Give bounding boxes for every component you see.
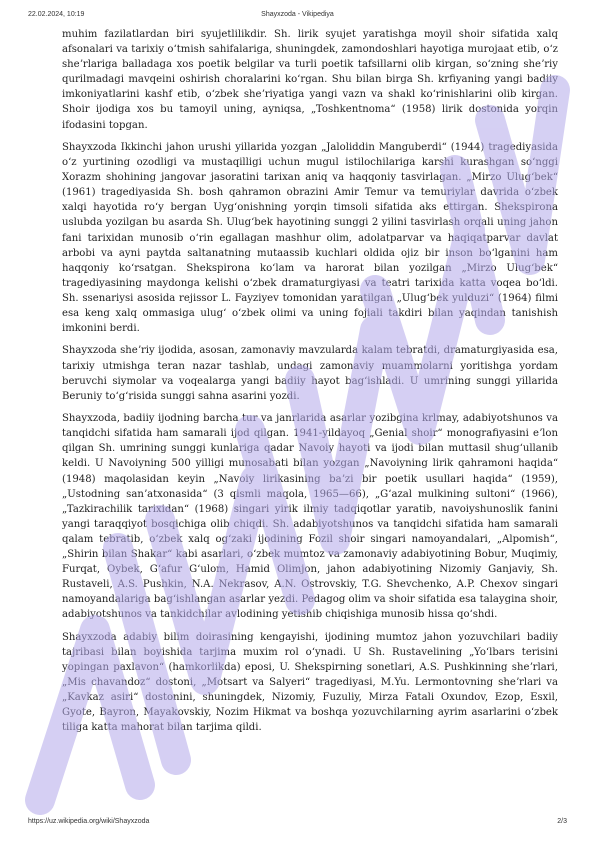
paragraph: Shayxzoda adabiy bilim doirasining kengayishi, ijodining mumtoz jahon yozuvchilari badiiy tajribasi bilan boyishida tarjima muxim rol oʻynadi. U Sh. Rustavelining „Yoʻlbars terisini yopingan paxlavon“ (hamkorlikda) eposi, U. Shekspirning sonetlari, A.S. Pushkinning sheʼrlari, „Mis chavandoz“ dostoni, „Motsart va Salyeri“ tragediyasi, M.Yu. Lermontovning sheʼrlari va „Kavkaz asiri“ dostonini, shuningdek, Nizomiy, Fuzuliy, Mirza Fatali Oxundov, Ezop, Esxil, Gyote, Bayron, Mayakovskiy, Nozim Hikmat va boshqa yozuvchilarning ayrim asarlarini oʻzbek tiliga katta mahorat bilan tarjima qildi. xyxy=(62,631,558,734)
print-page-number: 2/3 xyxy=(557,818,567,825)
print-url: https://uz.wikipedia.org/wiki/Shayxzoda xyxy=(28,818,150,825)
article-body xyxy=(62,27,558,743)
paragraph: muhim fazilatlardan biri syujetlilikdir. Sh. lirik syujet yaratishga moyil shoir sifatida xalq afsonalari va tarixiy oʻtmish sahifalariga, shuningdek, zamondoshlari hayotiga murojaat etib, oʻz sheʼrlariga balladaga xos poetik belgilar va turli poetik tafsillarni olib kirgan, soʻzning sheʼriy qurilmadagi mavqeini oshirish choralarini koʻrgan. Shu bilan birga Sh. krfiyaning yangi badiiy imkoniyatlarini kashf etib, oʻzbek sheʼriyatiga yangi vazn va shakl koʻrinishlarini olib kirgan. Shoir ijodiga xos bu tamoyil uning, ayniqsa, „Toshkentnoma“ (1958) lirik dostonida yorqin ifodasini topgan. xyxy=(62,29,558,131)
print-page-title: Shayxzoda - Vikipediya xyxy=(261,11,334,18)
paragraph: Shayxzoda Ikkinchi jahon urushi yillarida yozgan „Jaloliddin Manguberdi“ (1944) tragediyasida oʻz yurtining ozodligi va mustaqilligi uchun mugul istilochilariga karshi kurashgan soʻnggi Xorazm shohining jangovar jasoratini tarixan aniq va haqqoniy tasvirlagan. „Mirzo Ulugʻbek“ (1961) tragediyasida Sh. bosh qahramon obrazini Amir Temur va temuriylar davrida oʻzbek xalqi hayotida roʻy bergan Uygʻonishning yorqin timsoli sifatida aks ettirgan. Shekspirona uslubda yozilgan bu asarda Sh. Ulugʻbek hayotining sunggi 2 yilini tasvirlash orqali uning jahon fani tarixidan munosib oʻrin egallagan mashhur olim, adolatparvar va haqiqatparvar davlat arbobi va ayni paytda saltanatning mutaassib kuchlari oldida ojiz bir inson boʻlganini ham haqqoniy koʻrsatgan. Shekspirona koʻlam va harorat bilan yozilgan „Mirzo Ulugʻbek“ tragediyasining maydonga kelishi oʻzbek dramaturgiyasi va teatri tarixida katta voqea boʻldi. Sh. ssenariysi asosida rejissor L. Fayziyev tomonidan yaratilgan „Ulugʻbek yulduzi“ (1964) filmi esa keng xalq ommasiga ulugʻ oʻzbek olimi va uning fojiali takdiri bilan yaqindan tanishish imkonini berdi. xyxy=(62,141,558,335)
print-datetime: 22.02.2024, 10:19 xyxy=(28,11,85,18)
print-header xyxy=(28,11,567,21)
paragraph: Shayxzoda, badiiy ijodning barcha tur va janrlarida asarlar yozibgina krlmay, adabiyotshunos va tanqidchi sifatida ham samarali ijod qilgan. 1941-yildayoq „Genial shoir“ monografiyasini eʼlon qilgan Sh. umrining sunggi kunlariga qadar Navoiy hayoti va ijodi bilan muttasil shugʻullanib keldi. U Navoiyning 500 yilligi munosabati bilan yozgan „Navoiyning lirik qahramoni haqida“ (1948) maqolasidan keyin „Navoiy lirikasining baʼzi bir poetik usullari haqida“ (1959), „Ustodning sanʼatxonasida“ (3 qismli maqola, 1965—66), „Gʻazal mulkining sultoni“ (1966), „Tazkirachilik tarixidan“ (1968) singari yirik ilmiy tadqiqotlar yaratib, navoiyshunoslik fanini yangi taraqqiyot bosqichiga olib chiqdi. Sh. adabiyotshunos va tanqidchi sifatida ham samarali qalam tebratib, oʻzbek xalq ogʻzaki ijodining Fozil shoir singari namoyandalari, „Alpomish“, „Shirin bilan Shakar“ kabi asarlari, oʻzbek mumtoz va zamonaviy adabiyotining Bobur, Muqimiy, Furqat, Oybek, Gʻafur Gʻulom, Hamid Olimjon, jahon adabiyotining Nizomiy Ganjaviy, Sh. Rustaveli, A.S. Pushkin, N.A. Nekrasov, A.N. Ostrovskiy, T.G. Shevchenko, A.P. Chexov singari namoyandalariga bagʻishlangan asarlar yezdi. Pedagog olim va shoir sifatida esa talaygina shoir, adabiyotshunos va tankidchilar avlodining yetishib chiqishiga munosib hissa qoʻshdi. xyxy=(62,413,558,621)
paragraph: Shayxzoda sheʼriy ijodida, asosan, zamonaviy mavzularda kalam tebratdi, dramaturgiyasida esa, tarixiy utmishga teran nazar tashlab, undagi zamonaviy muammolarni yoritishga yordam beruvchi siymolar va voqealarga yangi badiiy hayot bagʻishladi. U umrining sunggi yillarida Beruniy toʻgʻrisida sunggi sahna asarini yozdi. xyxy=(62,345,558,402)
print-footer xyxy=(28,818,567,828)
